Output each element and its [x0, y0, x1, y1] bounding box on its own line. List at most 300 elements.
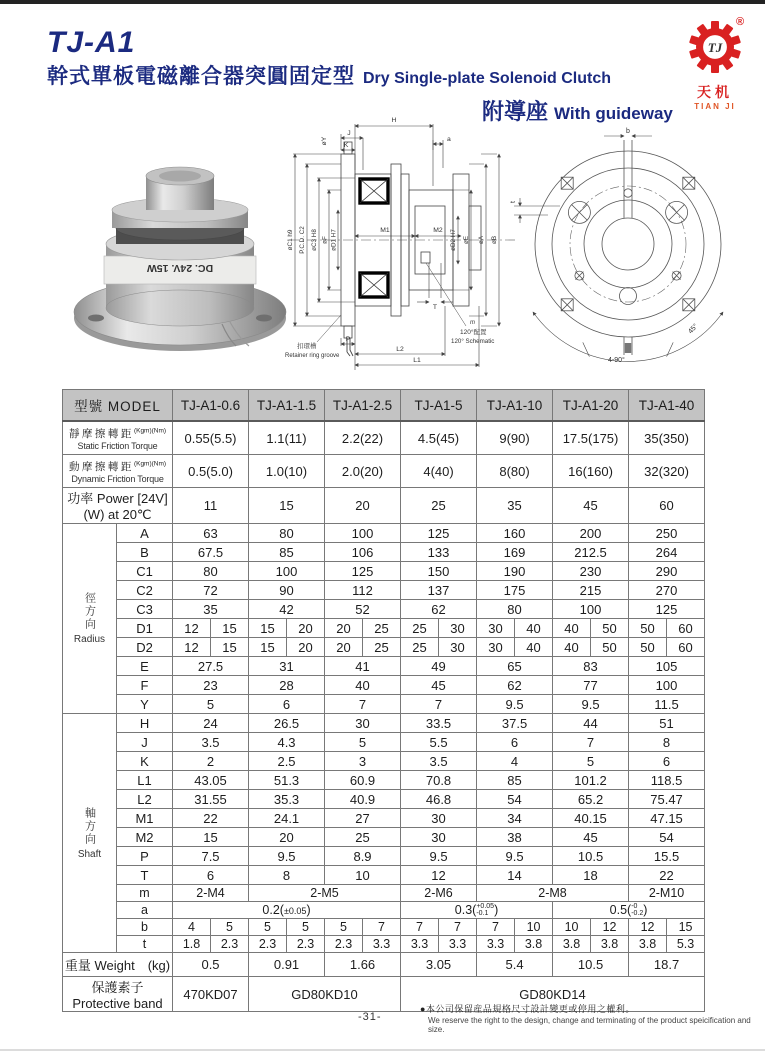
value-cell: GD80KD14 — [401, 977, 705, 1012]
row-label-cell: 保護素子 Protective band — [63, 977, 173, 1012]
subtitle-en: Dry Single-plate Solenoid Clutch — [363, 70, 612, 87]
value-cell: 27.5 — [173, 657, 249, 676]
table-row — [63, 771, 705, 790]
lead-wire-line — [350, 338, 353, 356]
value-cell: 3.3 — [363, 936, 401, 953]
value-cell: 4 — [173, 919, 211, 936]
value-cell: 3.5 — [401, 752, 477, 771]
value-cell: 62 — [477, 676, 553, 695]
value-cell: 12 — [591, 919, 629, 936]
value-cell: 190 — [477, 562, 553, 581]
value-cell: 60 — [667, 638, 705, 657]
value-cell: 24.1 — [249, 809, 325, 828]
value-cell: 5.4 — [477, 953, 553, 977]
value-cell: 7 — [363, 919, 401, 936]
value-cell: 4.5(45) — [401, 421, 477, 455]
dim-oE: øE — [463, 235, 470, 245]
value-cell: 25 — [325, 828, 401, 847]
row-label-cell: L2 — [117, 790, 173, 809]
value-cell: 50 — [629, 638, 667, 657]
value-cell: 8 — [629, 733, 705, 752]
schematic-label-zh: 120°配置 — [460, 329, 487, 336]
registered-mark: ® — [736, 16, 745, 28]
value-cell: 20 — [325, 638, 363, 657]
value-cell: 150 — [401, 562, 477, 581]
value-cell: 3.3 — [477, 936, 515, 953]
dim-45: 45° — [687, 322, 700, 336]
subtitle — [47, 60, 611, 90]
table-row — [63, 638, 705, 657]
value-cell: 40.15 — [553, 809, 629, 828]
value-cell: 65 — [477, 657, 553, 676]
value-cell: 63 — [173, 524, 249, 543]
value-cell: 0.5 — [173, 953, 249, 977]
table-row — [63, 714, 705, 733]
value-cell: 42 — [249, 600, 325, 619]
value-cell: 8(80) — [477, 455, 553, 488]
value-cell: 9.5 — [553, 695, 629, 714]
value-cell: 25 — [363, 638, 401, 657]
value-cell: 4(40) — [401, 455, 477, 488]
value-cell: 31 — [249, 657, 325, 676]
value-cell: 72 — [173, 581, 249, 600]
model-name-cell: TJ-A1-0.6 — [173, 390, 249, 422]
value-cell: 8.9 — [325, 847, 401, 866]
photo-voltage-label: DC. 24V. 15W — [146, 262, 214, 274]
dim-PCD-C2: P.C.D. C2 — [299, 226, 306, 254]
subtitle-zh: 幹式單板電磁離合器突圓固定型 — [47, 65, 355, 88]
value-cell: 2.3 — [211, 936, 249, 953]
value-cell: 20 — [287, 638, 325, 657]
page-top-edge — [0, 0, 765, 4]
value-cell: 6 — [629, 752, 705, 771]
value-cell: 118.5 — [629, 771, 705, 790]
row-label-cell: E — [117, 657, 173, 676]
table-row — [63, 619, 705, 638]
dim-H: H — [391, 117, 397, 124]
value-cell: 38 — [477, 828, 553, 847]
dim-oC3: øC3 H8 — [311, 229, 318, 251]
row-label-cell: m — [117, 885, 173, 902]
value-cell: 77 — [553, 676, 629, 695]
row-label-cell: A — [117, 524, 173, 543]
value-cell: 31.55 — [173, 790, 249, 809]
value-cell: 60 — [629, 488, 705, 524]
value-cell: 65.2 — [553, 790, 629, 809]
value-cell: 9.5 — [249, 847, 325, 866]
dim-M2: M2 — [433, 227, 443, 234]
value-cell: 80 — [477, 600, 553, 619]
table-row — [63, 790, 705, 809]
value-cell: 35 — [173, 600, 249, 619]
value-cell: 22 — [629, 866, 705, 885]
page-bottom-edge — [0, 1049, 765, 1051]
value-cell: 2.3 — [287, 936, 325, 953]
group-label-cell: 軸方向 Shaft — [63, 714, 117, 953]
value-cell: 7 — [325, 695, 401, 714]
value-cell: 7 — [477, 919, 515, 936]
value-cell: 200 — [553, 524, 629, 543]
value-cell: 112 — [325, 581, 401, 600]
table-row — [63, 562, 705, 581]
page-title: TJ-A1 — [47, 26, 136, 59]
value-cell: 37.5 — [477, 714, 553, 733]
dim-a: a — [447, 136, 451, 143]
dim-4-90: 4-90° — [608, 357, 625, 364]
page-number: -31- — [358, 1011, 382, 1023]
value-cell: 1.0(10) — [249, 455, 325, 488]
table-header-row — [63, 390, 705, 422]
value-cell: 2-M8 — [477, 885, 629, 902]
table-row — [63, 695, 705, 714]
value-cell: 7.5 — [173, 847, 249, 866]
value-cell: 4 — [477, 752, 553, 771]
value-cell: 0.5(5.0) — [173, 455, 249, 488]
value-cell: 44 — [553, 714, 629, 733]
flange-bolt-hole — [88, 315, 104, 322]
row-label-cell: 靜摩擦轉距$^{(Kgm)(Nm)}$ Static Friction Torque — [63, 421, 173, 455]
value-cell: 10 — [325, 866, 401, 885]
value-cell: 9(90) — [477, 421, 553, 455]
value-cell: 7 — [401, 695, 477, 714]
value-cell: 3.8 — [553, 936, 591, 953]
value-cell: 4.3 — [249, 733, 325, 752]
dim-T: T — [432, 304, 438, 311]
value-cell: 175 — [477, 581, 553, 600]
value-cell: 24 — [173, 714, 249, 733]
value-cell: 15 — [249, 488, 325, 524]
front-holes — [561, 177, 695, 311]
value-cell: 3.8 — [629, 936, 667, 953]
value-cell: 3.5 — [173, 733, 249, 752]
row-label-cell: 動摩擦轉距$^{(Kgm)(Nm)}$ Dynamic Friction Torque — [63, 455, 173, 488]
value-cell: 15 — [211, 638, 249, 657]
section-body — [341, 142, 481, 356]
row-label-cell: 功率 Power [24V](W) at 20℃ — [63, 488, 173, 524]
value-cell: 15 — [211, 619, 249, 638]
clutch-photo-shapes — [74, 167, 286, 351]
value-cell: 18.7 — [629, 953, 705, 977]
value-cell: 5.3 — [667, 936, 705, 953]
value-cell: 14 — [477, 866, 553, 885]
model-name-cell: TJ-A1-10 — [477, 390, 553, 422]
schematic-label-en: 120° Schematic — [451, 338, 495, 345]
value-cell: 2.2(22) — [325, 421, 401, 455]
value-cell: 5 — [325, 919, 363, 936]
value-cell: 49 — [401, 657, 477, 676]
value-cell: 33.5 — [401, 714, 477, 733]
value-cell: 20 — [249, 828, 325, 847]
value-cell: 105 — [629, 657, 705, 676]
value-cell: 35.3 — [249, 790, 325, 809]
value-cell: 12 — [629, 919, 667, 936]
value-cell: 10.5 — [553, 847, 629, 866]
value-cell: 20 — [325, 619, 363, 638]
value-cell: 3.05 — [401, 953, 477, 977]
value-cell: 10 — [515, 919, 553, 936]
reservation-note — [420, 1002, 765, 1034]
value-cell: 10 — [553, 919, 591, 936]
value-cell: 26.5 — [249, 714, 325, 733]
value-cell: 90 — [249, 581, 325, 600]
row-label-cell: M1 — [117, 809, 173, 828]
table-row — [63, 828, 705, 847]
value-cell: 67.5 — [173, 543, 249, 562]
model-name-cell: TJ-A1-2.5 — [325, 390, 401, 422]
value-cell: 7 — [401, 919, 439, 936]
value-cell: 70.8 — [401, 771, 477, 790]
model-name-cell: TJ-A1-5 — [401, 390, 477, 422]
value-cell: 17.5(175) — [553, 421, 629, 455]
table-row — [63, 543, 705, 562]
value-cell: 9.5 — [477, 847, 553, 866]
value-cell: 54 — [477, 790, 553, 809]
groove-label-zh: 扣環槽 — [297, 343, 317, 350]
value-cell: 0.5( -0 -0.2 ) — [553, 902, 705, 919]
value-cell: 40 — [515, 638, 553, 657]
value-cell: 11 — [173, 488, 249, 524]
value-cell: 7 — [439, 919, 477, 936]
value-cell: 0.91 — [249, 953, 325, 977]
value-cell: 85 — [477, 771, 553, 790]
value-cell: 5 — [553, 752, 629, 771]
table-row — [63, 600, 705, 619]
table-row — [63, 657, 705, 676]
value-cell: 250 — [629, 524, 705, 543]
value-cell: 5.5 — [401, 733, 477, 752]
value-cell: 15.5 — [629, 847, 705, 866]
spec-table — [62, 389, 705, 1012]
value-cell: 0.3( +0.05 -0.1 ) — [401, 902, 553, 919]
row-label-cell: F — [117, 676, 173, 695]
row-label-cell: P — [117, 847, 173, 866]
value-cell: 43.05 — [173, 771, 249, 790]
value-cell: 270 — [629, 581, 705, 600]
value-cell: 169 — [477, 543, 553, 562]
value-cell: 6 — [249, 695, 325, 714]
table-row — [63, 421, 705, 455]
table-row — [63, 936, 705, 953]
guideway-en: With guideway — [554, 104, 673, 123]
value-cell: 100 — [325, 524, 401, 543]
table-row — [63, 488, 705, 524]
row-label-cell: D2 — [117, 638, 173, 657]
value-cell: 133 — [401, 543, 477, 562]
value-cell: 51 — [629, 714, 705, 733]
value-cell: 1.66 — [325, 953, 401, 977]
dim-m: m — [470, 320, 475, 326]
table-row — [63, 524, 705, 543]
value-cell: 1.8 — [173, 936, 211, 953]
guideway-zh: 附導座 — [482, 99, 549, 124]
table-row — [63, 581, 705, 600]
value-cell: 50 — [629, 619, 667, 638]
value-cell: 264 — [629, 543, 705, 562]
table-row — [63, 455, 705, 488]
value-cell: 30 — [439, 619, 477, 638]
value-cell: 15 — [173, 828, 249, 847]
value-cell: 100 — [553, 600, 629, 619]
table-row — [63, 919, 705, 936]
value-cell: 50 — [591, 619, 629, 638]
row-label-cell: t — [117, 936, 173, 953]
table-row — [63, 752, 705, 771]
value-cell: 45 — [553, 488, 629, 524]
value-cell: 106 — [325, 543, 401, 562]
value-cell: 46.8 — [401, 790, 477, 809]
row-label-cell: T — [117, 866, 173, 885]
value-cell: 15 — [667, 919, 705, 936]
logo-en: TIAN JI — [694, 102, 736, 111]
row-label-cell: J — [117, 733, 173, 752]
table-row — [63, 885, 705, 902]
value-cell: 35 — [477, 488, 553, 524]
value-cell: 101.2 — [553, 771, 629, 790]
dim-oD1: øD1 H7 — [330, 229, 338, 251]
value-cell: 20 — [287, 619, 325, 638]
value-cell: 215 — [553, 581, 629, 600]
value-cell: 40 — [553, 619, 591, 638]
value-cell: 3.3 — [439, 936, 477, 953]
dim-oY: øY — [321, 136, 328, 146]
value-cell: 6 — [173, 866, 249, 885]
dim-oA: øA — [478, 235, 485, 245]
value-cell: 2-M4 — [173, 885, 249, 902]
value-cell: 290 — [629, 562, 705, 581]
model-header-cell: 型號 MODEL — [63, 390, 173, 422]
row-label-cell: L1 — [117, 771, 173, 790]
value-cell: 212.5 — [553, 543, 629, 562]
value-cell: 3 — [325, 752, 401, 771]
value-cell: 85 — [249, 543, 325, 562]
dim-oD2: øD2 H7 — [450, 229, 457, 251]
value-cell: 25 — [401, 488, 477, 524]
dim-P: P — [345, 336, 351, 343]
value-cell: 125 — [629, 600, 705, 619]
model-name-cell: TJ-A1-1.5 — [249, 390, 325, 422]
value-cell: 80 — [249, 524, 325, 543]
value-cell: 137 — [401, 581, 477, 600]
schematic-bolt — [421, 252, 430, 263]
value-cell: 0.55(5.5) — [173, 421, 249, 455]
value-cell: 30 — [401, 809, 477, 828]
value-cell: 60 — [667, 619, 705, 638]
value-cell: 10.5 — [553, 953, 629, 977]
dim-M1: M1 — [380, 227, 390, 234]
value-cell: 15 — [249, 638, 287, 657]
value-cell: 83 — [553, 657, 629, 676]
dim-oC1: øC1 h9 — [287, 229, 294, 251]
value-cell: 7 — [553, 733, 629, 752]
value-cell: 230 — [553, 562, 629, 581]
value-cell: 27 — [325, 809, 401, 828]
value-cell: 52 — [325, 600, 401, 619]
row-label-cell: a — [117, 902, 173, 919]
value-cell: 160 — [477, 524, 553, 543]
keyway — [624, 140, 632, 355]
dim-t: t — [510, 201, 517, 203]
value-cell: 51.3 — [249, 771, 325, 790]
value-cell: 25 — [401, 638, 439, 657]
row-label-cell: H — [117, 714, 173, 733]
value-cell: 75.47 — [629, 790, 705, 809]
value-cell: 3.3 — [401, 936, 439, 953]
value-cell: 15 — [249, 619, 287, 638]
value-cell: 40 — [553, 638, 591, 657]
value-cell: 1.1(11) — [249, 421, 325, 455]
row-label-cell: C1 — [117, 562, 173, 581]
note-en: We reserve the right to the design, change and terminating of the product speicification and size. — [428, 1016, 751, 1034]
value-cell: 9.5 — [401, 847, 477, 866]
value-cell: 25 — [401, 619, 439, 638]
value-cell: 5 — [173, 695, 249, 714]
value-cell: 18 — [553, 866, 629, 885]
value-cell: 100 — [629, 676, 705, 695]
dim-K: K — [343, 142, 349, 149]
value-cell: 22 — [173, 809, 249, 828]
value-cell: 28 — [249, 676, 325, 695]
value-cell: 50 — [591, 638, 629, 657]
value-cell: 0.2(±0.05) — [173, 902, 401, 919]
dim-L1: L1 — [413, 357, 421, 364]
value-cell: 40 — [325, 676, 401, 695]
value-cell: 2-M5 — [249, 885, 401, 902]
row-label-cell: M2 — [117, 828, 173, 847]
value-cell: 12 — [173, 638, 211, 657]
value-cell: 25 — [363, 619, 401, 638]
value-cell: 45 — [401, 676, 477, 695]
product-photo — [72, 152, 292, 357]
value-cell: 2.0(20) — [325, 455, 401, 488]
value-cell: 40.9 — [325, 790, 401, 809]
value-cell: 20 — [325, 488, 401, 524]
value-cell: 30 — [477, 638, 515, 657]
value-cell: 5 — [211, 919, 249, 936]
value-cell: 45 — [553, 828, 629, 847]
front-labels — [510, 128, 700, 364]
value-cell: 12 — [173, 619, 211, 638]
dim-b: b — [626, 128, 630, 135]
value-cell: 2 — [173, 752, 249, 771]
value-cell: 35(350) — [629, 421, 705, 455]
group-label-cell: 徑方向 Radius — [63, 524, 117, 714]
value-cell: 23 — [173, 676, 249, 695]
value-cell: 41 — [325, 657, 401, 676]
value-cell: 470KD07 — [173, 977, 249, 1012]
value-cell: 34 — [477, 809, 553, 828]
value-cell: 2-M6 — [401, 885, 477, 902]
value-cell: 8 — [249, 866, 325, 885]
value-cell: 125 — [401, 524, 477, 543]
logo-zh: 天机 — [697, 84, 733, 100]
value-cell: 2.3 — [249, 936, 287, 953]
row-label-cell: Y — [117, 695, 173, 714]
value-cell: 30 — [325, 714, 401, 733]
row-label-cell: K — [117, 752, 173, 771]
value-cell: 32(320) — [629, 455, 705, 488]
value-cell: 100 — [249, 562, 325, 581]
dim-J: J — [347, 130, 351, 137]
brand-logo — [670, 18, 760, 111]
bolt-circle — [570, 186, 686, 302]
value-cell: 60.9 — [325, 771, 401, 790]
cross-section-drawing — [283, 110, 521, 370]
model-name-cell: TJ-A1-20 — [553, 390, 629, 422]
value-cell: 5 — [325, 733, 401, 752]
row-label-cell: B — [117, 543, 173, 562]
dim-oB: øB — [491, 235, 498, 245]
value-cell: 30 — [401, 828, 477, 847]
